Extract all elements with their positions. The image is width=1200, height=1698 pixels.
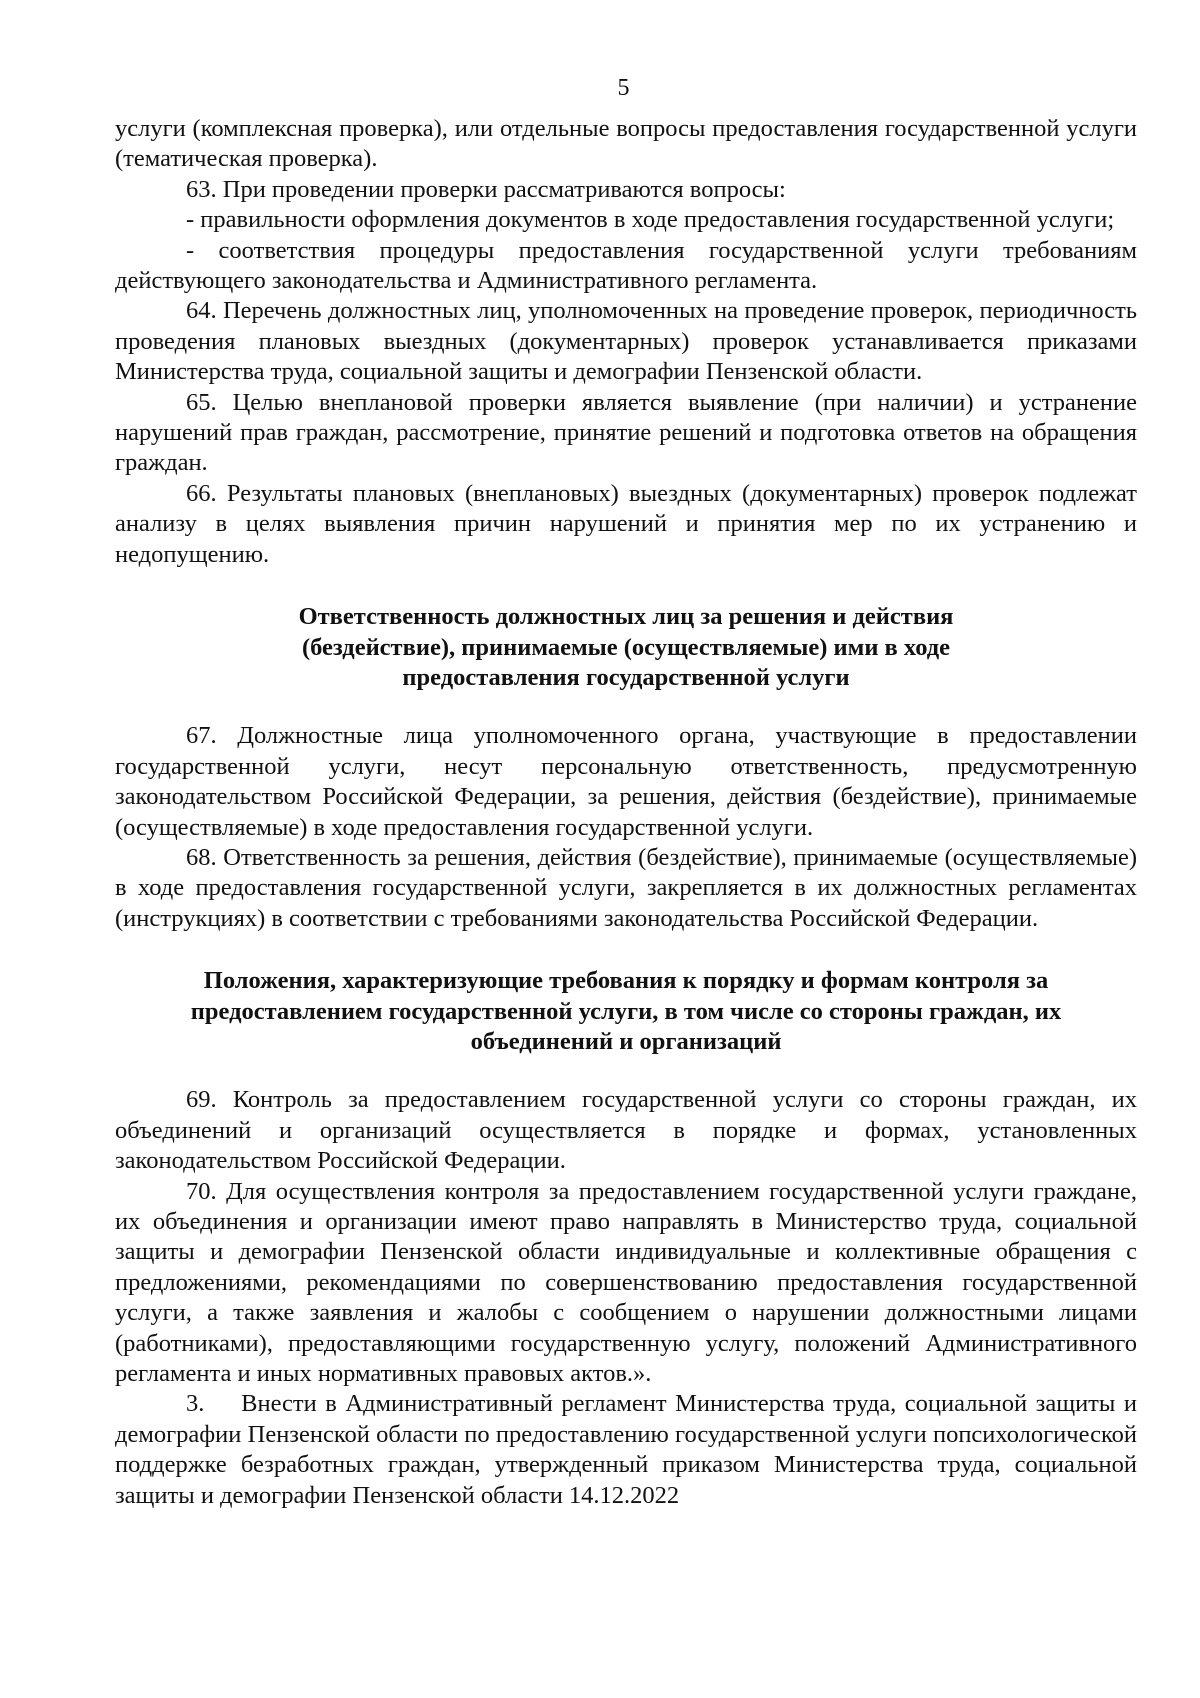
paragraph-67: 67. Должностные лица уполномоченного органа, участвующие в предоставлении государственной услуги, несут персональную ответственность, предусмотренную законодательством Российской Федерации, за решения, действия (бездействие), принимаемые (осуществляемые) в ходе предоставления государственной услуги. — [115, 722, 1137, 841]
list-item-compliance: - соответствия процедуры предоставления государственной услуги требованиям действующего законодательства и Административного регламента. — [115, 236, 1137, 295]
paragraph-63: 63. При проведении проверки рассматриваются вопросы: — [186, 175, 786, 203]
paragraph-70: 70. Для осуществления контроля за предоставлением государственной услуги граждане, их объединения и организации имеют право направлять в Министерство труда, социальной защиты и демографии Пензенской области индивидуальные и коллективные обращения с предложениями, рекомендациями по совершенствованию предоставления государственной услуги, а также заявления и жалобы с сообщением о нарушении должностными лицами (работниками), предоставляющими государственную услугу, положений Административного регламента и иных нормативных правовых актов.». — [115, 1177, 1137, 1388]
page-number: 5 — [617, 75, 630, 101]
heading-line: предоставления государственной услуги — [402, 663, 850, 691]
paragraph-66: 66. Результаты плановых (внеплановых) выездных (документарных) проверок подлежат анализу в целях выявления причин нарушений и принятия мер по их устранению и недопущению. — [115, 479, 1137, 568]
heading-line: Ответственность должностных лиц за решения и действия — [298, 603, 954, 631]
heading-line: (бездействие), принимаемые (осуществляемые) ими в ходе — [301, 633, 951, 661]
list-item-correctness: - правильности оформления документов в ходе предоставления государственной услуги; — [186, 206, 1115, 234]
paragraph-69: 69. Контроль за предоставлением государственной услуги со стороны граждан, их объединений и организаций осуществляется в порядке и формах, установленных законодательством Российской Федерации. — [115, 1086, 1137, 1175]
section-heading-responsibility — [115, 602, 1137, 693]
section-heading-control — [115, 966, 1137, 1057]
heading-line: Положения, характеризующие требования к порядку и формам контроля за — [203, 967, 1049, 995]
paragraph-64: 64. Перечень должностных лиц, уполномоченных на проведение проверок, периодичность проведения плановых выездных (документарных) проверок устанавливается приказами Министерства труда, социальной защиты и демографии Пензенской области. — [115, 297, 1137, 386]
paragraph-68: 68. Ответственность за решения, действия (бездействие), принимаемые (осуществляемые) в ходе предоставления государственной услуги, закрепляется в их должностных регламентах (инструкциях) в соответствии с требованиями законодательства Российской Федерации. — [115, 843, 1137, 932]
paragraph-continuation: услуги (комплексная проверка), или отдельные вопросы предоставления государственной услуги (тематическая проверка). — [115, 115, 1137, 173]
heading-line: предоставлением государственной услуги, в том числе со стороны граждан, их — [190, 997, 1062, 1025]
document-body — [115, 114, 1137, 1511]
heading-line: объединений и организаций — [470, 1027, 782, 1055]
paragraph-3-amendment: 3. Внести в Административный регламент Министерства труда, социальной защиты и демографии Пензенской области по предоставлению государственной услуги попсихологической поддержке безработных граждан, утвержденный приказом Министерства труда, социальной защиты и демографии Пензенской области 14.12.2022 — [115, 1390, 1137, 1509]
paragraph-65: 65. Целью внеплановой проверки является выявление (при наличии) и устранение нарушений прав граждан, рассмотрение, принятие решений и подготовка ответов на обращения граждан. — [115, 388, 1137, 477]
